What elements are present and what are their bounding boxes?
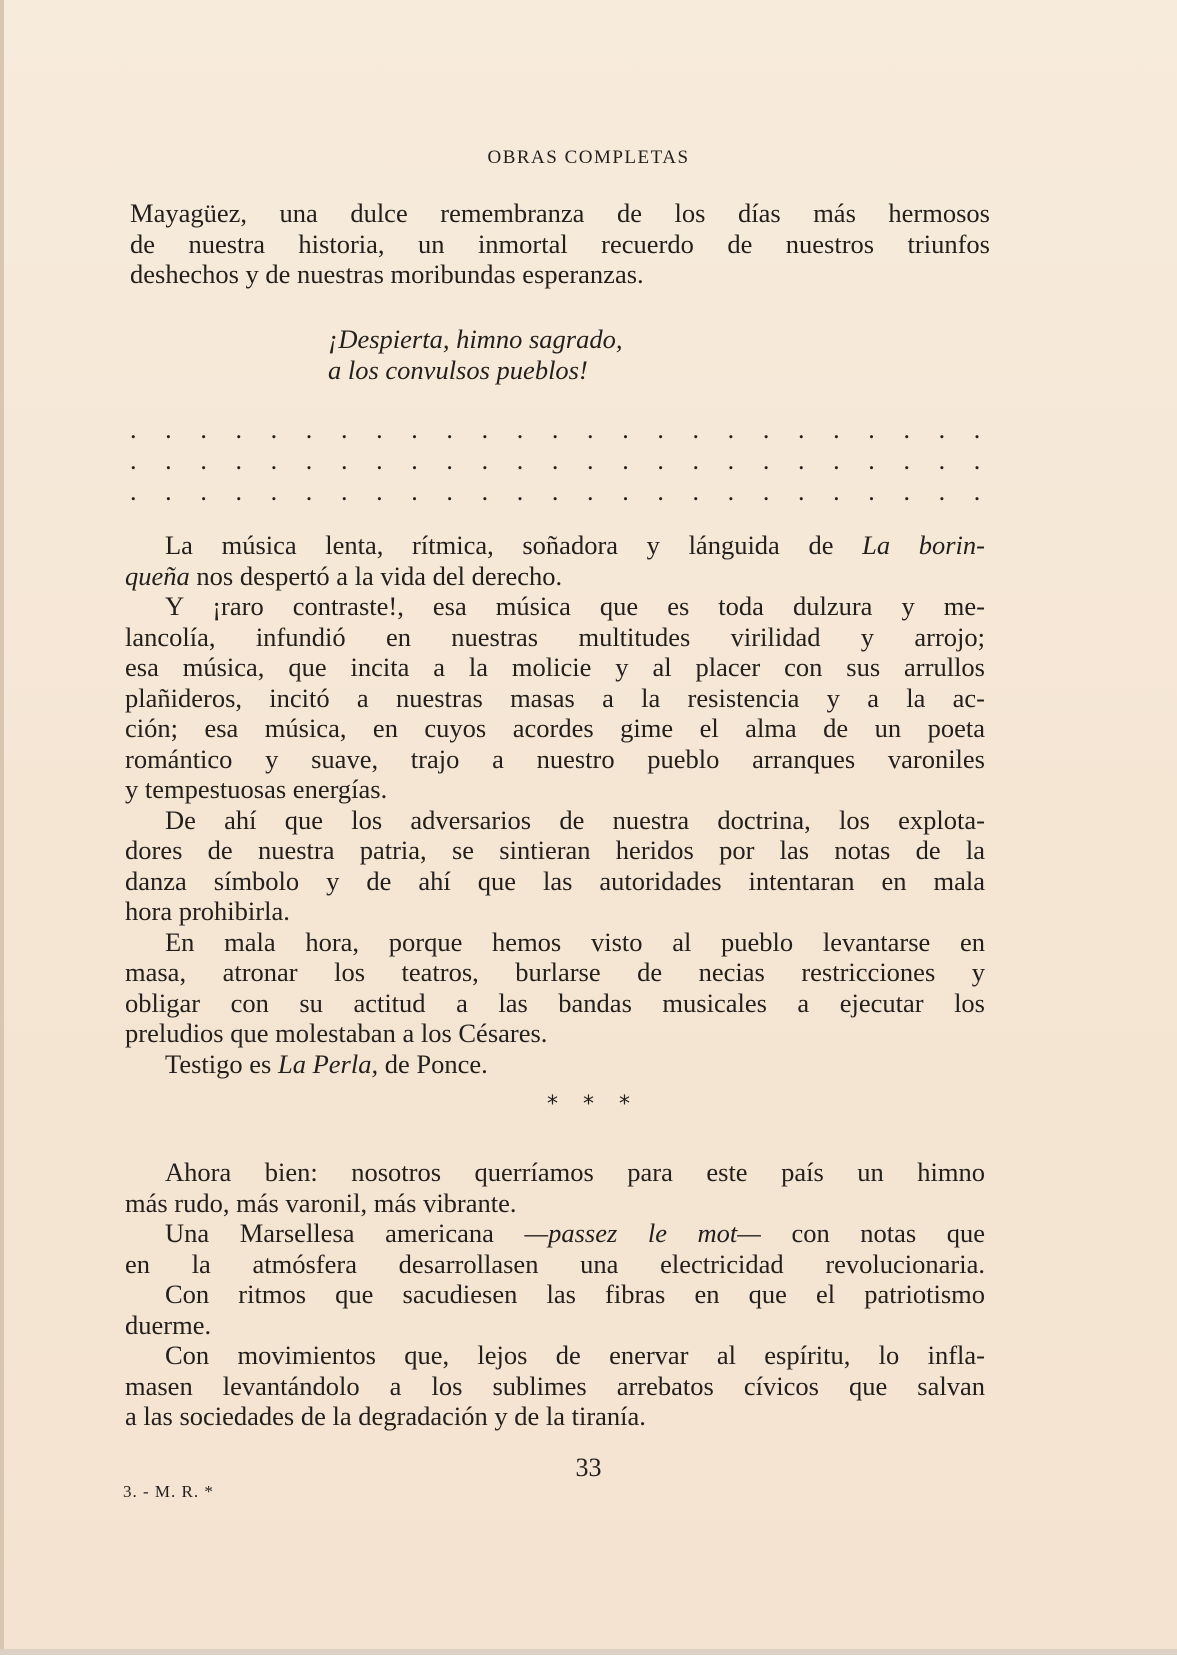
dot-row: . . . . . . . . . . . . . . . . . . . . . . . . . <box>130 415 981 444</box>
text-line: lancolía, infundió en nuestras multitudes virilidad y arrojo; <box>125 621 985 652</box>
text-line: Testigo es La Perla, de Ponce. <box>165 1048 488 1079</box>
text-line: ción; esa música, en cuyos acordes gime el alma de un poeta <box>125 713 985 743</box>
text-line: duerme. <box>125 1309 212 1340</box>
text-line: y tempestuosas energías. <box>125 774 388 804</box>
paragraph-1 <box>130 198 990 290</box>
text-line: De ahí que los adversarios de nuestra doctrina, los explota- <box>165 804 985 835</box>
verse-quote <box>328 324 622 386</box>
printer-signature: 3. - M. R. * <box>123 1482 214 1501</box>
text-line: en la atmósfera desarrollasen una electricidad revolucionaria. <box>125 1248 985 1279</box>
page-edge-left <box>0 0 4 1655</box>
dot-row: . . . . . . . . . . . . . . . . . . . . . . . . . <box>130 477 981 506</box>
text-line: esa música, que incita a la molicie y al placer con sus arrullos <box>125 652 985 682</box>
closing-text <box>125 1157 985 1432</box>
text-line: preludios que molestaban a los Césares. <box>125 1018 548 1048</box>
page-edge-bottom <box>0 1649 1177 1655</box>
text-line: masen levantándolo a los sublimes arrebatos cívicos que salvan <box>125 1370 985 1401</box>
ellipsis-rows <box>130 414 980 507</box>
text-line: Mayagüez, una dulce remembranza de los días más hermosos <box>130 198 990 228</box>
text-line: queña nos despertó a la vida del derecho. <box>125 560 563 591</box>
text-line: En mala hora, porque hemos visto al pueblo levantarse en <box>165 926 985 957</box>
text-line: plañideros, incitó a nuestras masas a la resistencia y a la ac- <box>125 682 985 713</box>
text-line: más rudo, más varonil, más vibrante. <box>125 1187 517 1218</box>
verse-line: ¡Despierta, himno sagrado, <box>328 324 623 354</box>
page-number: 33 <box>575 1453 602 1482</box>
text-line: Una Marsellesa americana —passez le mot— con notas que <box>165 1218 986 1248</box>
text-line: hora prohibirla. <box>125 896 290 926</box>
text-line: romántico y suave, trajo a nuestro pueblo arranques varoniles <box>125 743 985 774</box>
verse-line: a los convulsos pueblos! <box>328 355 588 385</box>
text-line: Con movimientos que, lejos de enervar al espíritu, lo infla- <box>165 1340 985 1370</box>
body-text <box>125 530 985 1079</box>
running-head: OBRAS COMPLETAS <box>487 147 690 168</box>
text-line: dores de nuestra patria, se sintieran heridos por las notas de la <box>125 835 985 865</box>
text-line: de nuestra historia, un inmortal recuerdo de nuestros triunfos <box>130 228 990 259</box>
text-line: Y ¡raro contraste!, esa música que es toda dulzura y me- <box>165 591 985 621</box>
text-line: a las sociedades de la degradación y de la tiranía. <box>125 1401 646 1431</box>
text-line: Con ritmos que sacudiesen las fibras en que el patriotismo <box>165 1279 985 1309</box>
text-line: deshechos y de nuestras moribundas esperanzas. <box>130 259 644 289</box>
text-line: La música lenta, rítmica, soñadora y lánguida de La borin- <box>165 530 985 560</box>
text-line: Ahora bien: nosotros querríamos para este país un himno <box>165 1157 985 1187</box>
section-break-stars: * * * <box>547 1092 630 1117</box>
text-line: obligar con su actitud a las bandas musicales a ejecutar los <box>125 987 985 1018</box>
dot-row: . . . . . . . . . . . . . . . . . . . . . . . . . <box>130 446 981 475</box>
text-line: masa, atronar los teatros, burlarse de necias restricciones y <box>125 957 985 987</box>
text-line: danza símbolo y de ahí que las autoridades intentaran en mala <box>125 865 985 896</box>
